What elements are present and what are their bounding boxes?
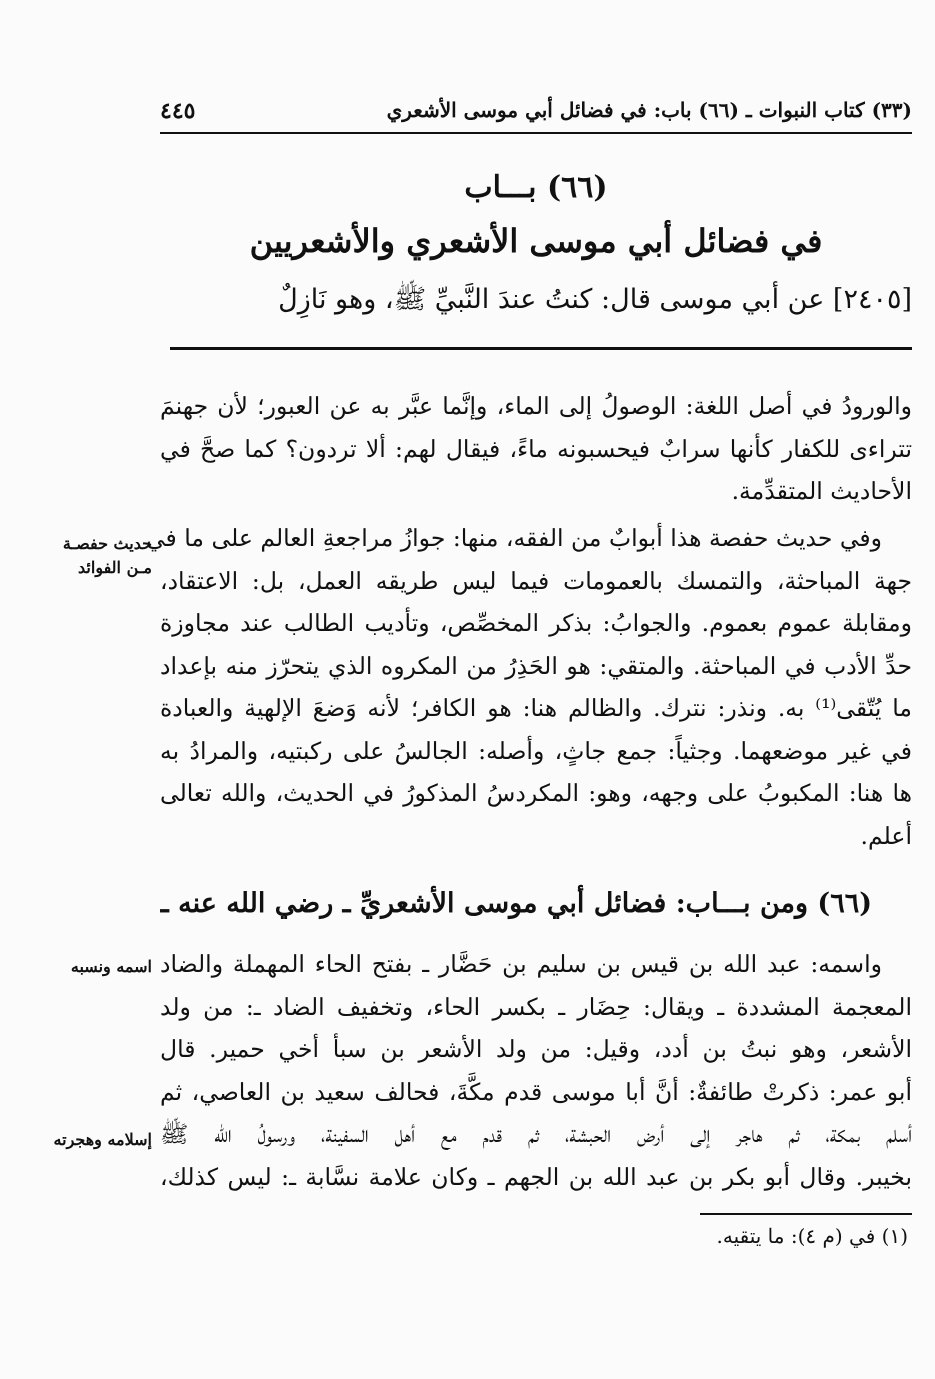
hadith-text: [٢٤٠٥] عن أبي موسى قال: كنتُ عندَ النَّبيِّ ﷺ، وهو نَازِلٌ (278, 284, 912, 315)
text-line: والورودُ في أصل اللغة: الوصولُ إلى الماء، وإنَّما عبَّر به عن العبور؛ لأن جهنمَ (160, 392, 912, 420)
margin-note-hafsa: حديث حفصـة مـن الفوائد (62, 534, 152, 577)
text-line: أعلم. (860, 821, 912, 850)
margin-note-islam-hijra: إسلامه وهجرته (53, 1130, 152, 1149)
text-line: ها هنا: المكبوبُ على وجهه، وهو: المكردسُ المذكورُ في الحديث، والله تعالى (160, 779, 912, 807)
commentary-block-1 (160, 385, 912, 513)
text-line: المعجمة المشددة ـ ويقال: حِضَار ـ بكسر الحاء، وتخفيف الضاد ـ: من ولد (160, 992, 912, 1021)
text-line: في غير موضعهما. وجثياً: جمع جاثٍ، وأصله: الجالسُ على ركبتيه، والمرادُ به (160, 736, 912, 765)
text-line: وفي حديث حفصة هذا أبوابٌ من الفقه، منها: جوازُ مراجعةِ العالم على ما في (145, 524, 882, 552)
text-line: بخيبر. وقال أبو بكر بن عبد الله بن الجهم ـ وكان علامة نسَّابة ـ: ليس كذلك، (160, 1162, 912, 1191)
chapter-title: في فضائل أبي موسى الأشعري والأشعريين (249, 222, 823, 260)
commentary-block-2 (145, 517, 912, 857)
chapter-number: (٦٦) بـــاب (464, 170, 608, 205)
text-line: الأحاديث المتقدِّمة. (731, 477, 912, 505)
running-head (160, 92, 912, 128)
text-line: ومقابلة عموم بعموم. والجوابُ: بذكر المخصِّص، وتأديب الطالب عند مجاوزة (160, 609, 912, 637)
header-rule (160, 132, 912, 134)
text-line: ما يُتّقى⁽¹⁾ به. ونذر: نترك. والظالم هنا: هو الكافر؛ لأنه وَضعَ الإلهية والعبادة (160, 694, 912, 722)
hadith-rule (170, 347, 912, 350)
text-line: أسلم بمكة، ثم هاجر إلى أرض الحبشة، ثم قدم مع أهل السفينة، ورسولُ الله ﷺ (160, 1120, 912, 1148)
margin-note-name-lineage: اسمه ونسبه (70, 957, 152, 976)
text-line: أبو عمر: ذكرتْ طائفةٌ: أنَّ أبا موسى قدم مكَّةَ، فحالف سعيد بن العاصي، ثم (160, 1077, 912, 1106)
text-line: جهة المباحثة، والتمسك بالعمومات فيما ليس طريقه العمل، بل: الاعتقاد، (160, 566, 912, 595)
footnote-rule (700, 1213, 912, 1215)
running-head-title: (٣٣) كتاب النبوات ـ (٦٦) باب: في فضائل أبي موسى الأشعري (386, 98, 912, 122)
footnote: (١) في (م ٤): ما يتقيه. (716, 1224, 908, 1248)
text-line: الأشعر، وهو نبتُ بن أدد، وقيل: من ولد الأشعر بن سبأ أخي حمير. قال (160, 1035, 912, 1063)
text-line: تتراءى للكفار كأنها سرابٌ فيحسبونه ماءً، فيقال لهم: ألا تردون؟ كما صحَّ في (160, 434, 912, 463)
commentary-block-3 (160, 943, 912, 1198)
page-number: ٤٤٥ (160, 98, 196, 124)
text-line: حدِّ الأدب في المباحثة. والمتقي: هو الحَذِرُ من المكروه الذي يتحرّز منه بإعداد (160, 651, 912, 680)
section-heading: (٦٦) ومن بـــاب: فضائل أبي موسى الأشعريِّ ـ رضي الله عنه ـ (160, 888, 872, 919)
text-line: واسمه: عبد الله بن قيس بن سليم بن حَضَّار ـ بفتح الحاء المهملة والضاد (160, 950, 882, 978)
